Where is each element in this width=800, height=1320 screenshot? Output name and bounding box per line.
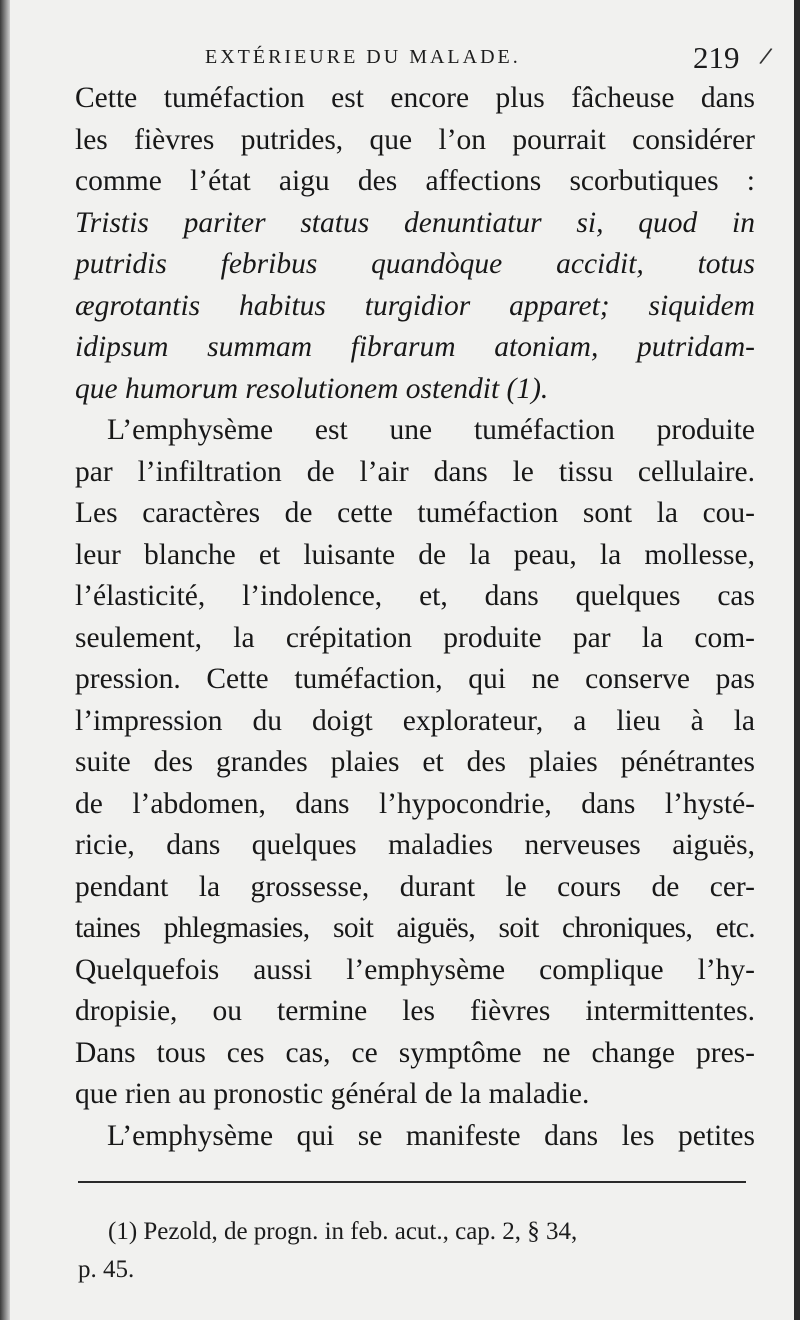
- text-line: pression. Cette tuméfaction, qui ne conserve pas: [75, 663, 755, 695]
- text-line: Cette tuméfaction est encore plus fâcheuse dans: [75, 82, 755, 114]
- text-line: seulement, la crépitation produite par la com-: [75, 621, 755, 654]
- text-line: dropisie, ou termine les fièvres intermittentes.: [75, 995, 755, 1027]
- text-line: leur blanche et luisante de la peau, la mollesse,: [75, 538, 755, 571]
- text-line: Quelquefois aussi l’emphysème complique l’hy-: [75, 953, 755, 986]
- footnote-line: p. 45.: [78, 1256, 135, 1283]
- text-line: les fièvres putrides, que l’on pourrait considérer: [75, 123, 755, 156]
- footnote-rule: [78, 1181, 746, 1183]
- footnote: [78, 1213, 758, 1289]
- text-line: l’élasticité, l’indolence, et, dans quelques cas: [75, 580, 755, 612]
- text-line: ricie, dans quelques maladies nerveuses aiguës,: [75, 829, 755, 861]
- body-text: [75, 78, 755, 1157]
- latin-quote-line: putridis febribus quandòque accidit, totus: [75, 248, 755, 280]
- text-line: Dans tous ces cas, ce symptôme ne change pres-: [75, 1036, 755, 1069]
- text-line: L’emphysème est une tuméfaction produite: [107, 414, 755, 446]
- latin-quote-line: ægrotantis habitus turgidior apparet; siquidem: [75, 289, 755, 322]
- text-line: L’emphysème qui se manifeste dans les petites: [107, 1119, 755, 1152]
- page-number: 219: [693, 40, 740, 75]
- text-line: comme l’état aigu des affections scorbutiques :: [75, 165, 755, 197]
- latin-quote-line: Tristis pariter status denuntiatur si, quod in: [75, 206, 755, 239]
- latin-quote-line: idipsum summam fibrarum atoniam, putridam-: [75, 331, 755, 363]
- text-line: suite des grandes plaies et des plaies pénétrantes: [75, 746, 755, 778]
- latin-quote-line: que humorum resolutionem ostendit (1).: [75, 372, 549, 405]
- text-line: de l’abdomen, dans l’hypocondrie, dans l’hysté-: [75, 787, 755, 820]
- text-line: taines phlegmasies, soit aiguës, soit chroniques, etc.: [75, 912, 755, 944]
- margin-tick-mark: /: [757, 43, 774, 70]
- page-header: [0, 42, 800, 78]
- footnote-line: (1) Pezold, de progn. in feb. acut., cap. 2, § 34,: [108, 1218, 578, 1245]
- text-line: Les caractères de cette tuméfaction sont la cou-: [75, 497, 755, 529]
- text-line: par l’infiltration de l’air dans le tissu cellulaire.: [75, 455, 755, 488]
- running-head: EXTÉRIEURE DU MALADE.: [205, 46, 521, 68]
- text-line: l’impression du doigt explorateur, a lieu à la: [75, 704, 755, 737]
- text-line: que rien au pronostic général de la maladie.: [75, 1078, 590, 1110]
- page-gutter-shadow: [0, 0, 10, 1320]
- text-line: pendant la grossesse, durant le cours de cer-: [75, 870, 755, 903]
